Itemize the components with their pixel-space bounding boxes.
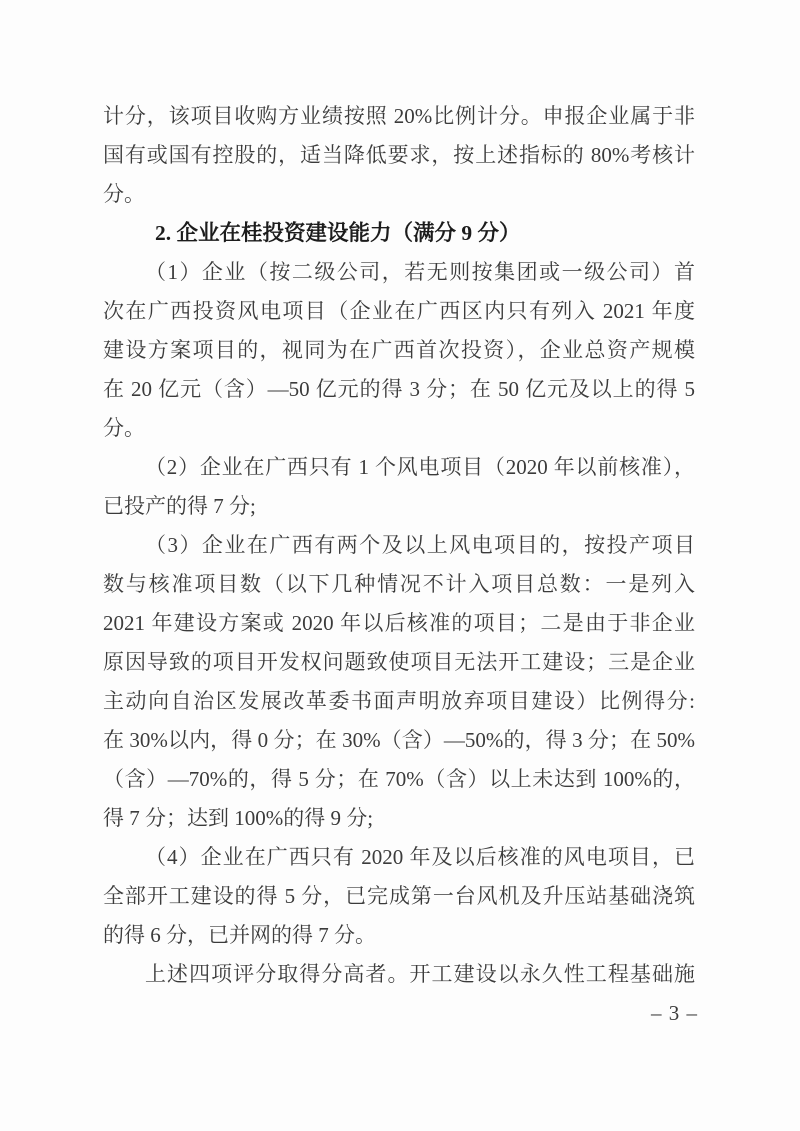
section-heading: 2. 企业在桂投资建设能力（满分 9 分） xyxy=(155,221,521,245)
body-line: 得 7 分；达到 100%的得 9 分; xyxy=(103,806,374,830)
body-line: 上述四项评分取得分高者。开工建设以永久性工程基础施 xyxy=(145,962,695,986)
body-line: （1）企业（按二级公司，若无则按集团或一级公司）首 xyxy=(145,260,695,284)
body-line: 建设方案项目的，视同为在广西首次投资），企业总资产规模 xyxy=(103,338,695,362)
body-line: （4）企业在广西只有 2020 年及以后核准的风电项目，已 xyxy=(145,845,695,869)
body-line: 已投产的得 7 分; xyxy=(103,494,256,518)
body-line: 分。 xyxy=(103,416,145,440)
body-line: （3）企业在广西有两个及以上风电项目的，按投产项目 xyxy=(145,533,695,557)
body-line: 的得 6 分，已并网的得 7 分。 xyxy=(103,923,376,947)
page-number: – 3 – xyxy=(651,1001,698,1025)
body-line: 在 20 亿元（含）—50 亿元的得 3 分；在 50 亿元及以上的得 5 xyxy=(103,377,695,401)
document-text-block xyxy=(103,97,695,994)
body-line: （含）—70%的，得 5 分；在 70%（含）以上未达到 100%的， xyxy=(103,767,695,791)
body-line: 在 30%以内，得 0 分；在 30%（含）—50%的，得 3 分；在 50% xyxy=(103,728,695,752)
body-line: 主动向自治区发展改革委书面声明放弃项目建设）比例得分: xyxy=(103,689,695,713)
body-line: 次在广西投资风电项目（企业在广西区内只有列入 2021 年度 xyxy=(103,299,695,323)
body-line: 国有或国有控股的，适当降低要求，按上述指标的 80%考核计 xyxy=(103,143,695,167)
body-line: （2）企业在广西只有 1 个风电项目（2020 年以前核准）， xyxy=(145,455,695,479)
body-line: 计分，该项目收购方业绩按照 20%比例计分。申报企业属于非 xyxy=(103,104,695,128)
body-line: 全部开工建设的得 5 分，已完成第一台风机及升压站基础浇筑 xyxy=(103,884,695,908)
body-line: 原因导致的项目开发权问题致使项目无法开工建设；三是企业 xyxy=(103,650,695,674)
body-line: 数与核准项目数（以下几种情况不计入项目总数：一是列入 xyxy=(103,572,695,596)
body-line: 分。 xyxy=(103,182,145,206)
body-line: 2021 年建设方案或 2020 年以后核准的项目；二是由于非企业 xyxy=(103,611,695,635)
